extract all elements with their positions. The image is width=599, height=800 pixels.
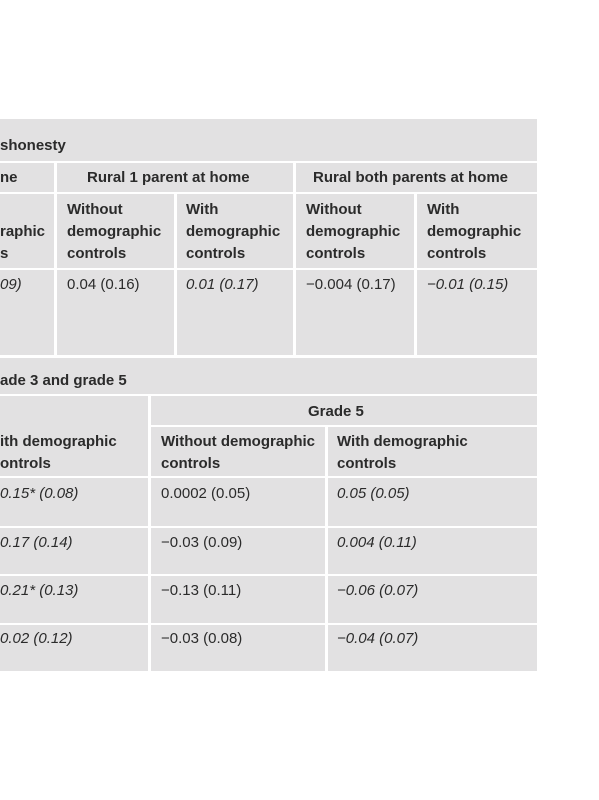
- table-cell: 0.15* (0.08): [0, 485, 79, 502]
- column-divider: [174, 192, 177, 355]
- table-cell: 0.05 (0.05): [337, 485, 410, 502]
- column-header: With demographic controls: [186, 201, 281, 262]
- table-cell: −0.06 (0.07): [337, 582, 419, 599]
- table-cell: 0.04 (0.16): [67, 276, 140, 293]
- table-cell: 0.17 (0.14): [0, 534, 73, 551]
- grade-table: [0, 358, 537, 671]
- table-cell: −0.13 (0.11): [161, 582, 242, 599]
- column-divider: [148, 394, 151, 671]
- table-caption: ade 3 and grade 5: [0, 372, 127, 389]
- table-cell: 09): [0, 276, 22, 293]
- column-divider: [325, 425, 328, 671]
- table-cell: 0.004 (0.11): [337, 534, 417, 551]
- table-cell: 0.0002 (0.05): [161, 485, 251, 502]
- table-cell: 0.01 (0.17): [186, 276, 259, 293]
- group-header: ne: [0, 169, 18, 186]
- table-cell: −0.03 (0.08): [161, 630, 243, 647]
- row-divider: [0, 394, 537, 396]
- group-header: Grade 5: [308, 403, 364, 420]
- table-cell: −0.01 (0.15): [427, 276, 509, 293]
- column-divider: [293, 161, 296, 355]
- column-divider: [414, 192, 417, 355]
- row-divider: [0, 192, 537, 194]
- column-header: ith demographic ontrols: [0, 433, 117, 472]
- table-cell: −0.03 (0.09): [161, 534, 243, 551]
- dishonesty-table: [0, 119, 537, 355]
- table-cell: 0.21* (0.13): [0, 582, 79, 599]
- column-header: raphic s: [0, 223, 46, 262]
- column-divider: [54, 161, 57, 355]
- column-header: With demographic controls: [427, 201, 522, 262]
- table-cell: −0.004 (0.17): [306, 276, 396, 293]
- column-header: With demographic controls: [337, 433, 468, 472]
- row-divider: [0, 623, 537, 625]
- row-divider: [0, 268, 537, 270]
- row-divider: [0, 574, 537, 576]
- table-cell: −0.04 (0.07): [337, 630, 419, 647]
- column-header: Without demographic controls: [306, 201, 401, 262]
- table-caption: shonesty: [0, 137, 66, 154]
- group-header: Rural 1 parent at home: [87, 169, 250, 186]
- row-divider: [0, 476, 537, 478]
- column-header: Without demographic controls: [67, 201, 162, 262]
- group-header: Rural both parents at home: [313, 169, 509, 186]
- row-divider: [0, 161, 537, 163]
- table-cell: 0.02 (0.12): [0, 630, 73, 647]
- row-divider: [0, 526, 537, 528]
- column-header: Without demographic controls: [161, 433, 316, 472]
- row-divider: [149, 425, 537, 427]
